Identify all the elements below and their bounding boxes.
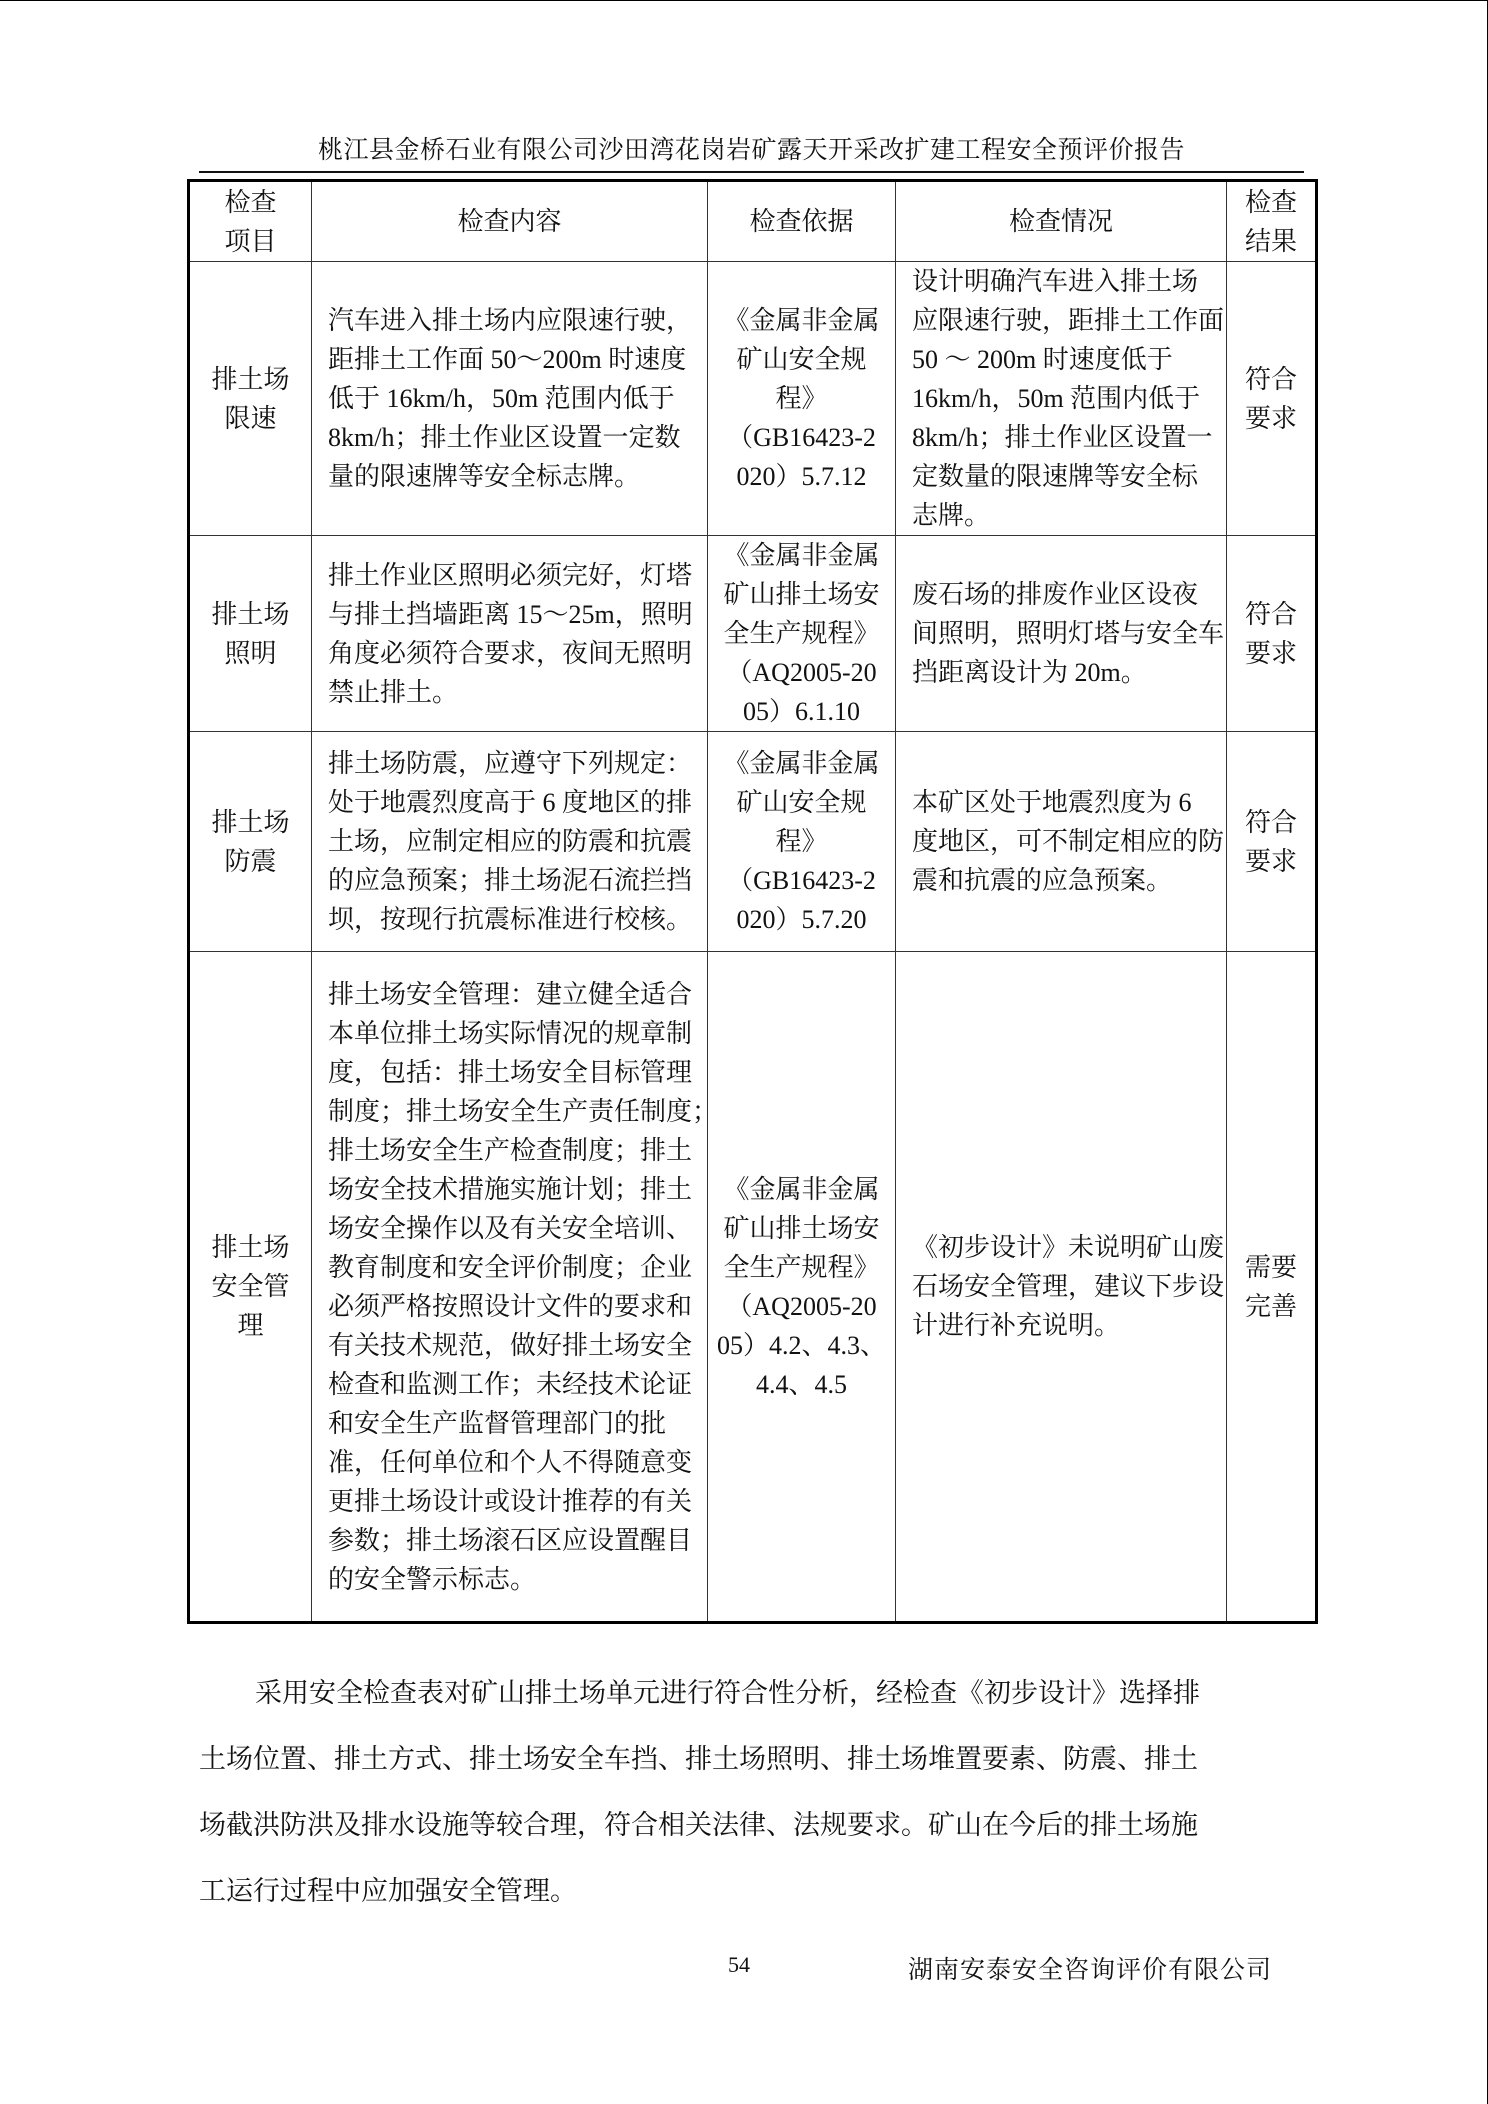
page-edge-top xyxy=(0,0,1488,1)
cell-situation-line: 本矿区处于地震烈度为 6 xyxy=(912,788,1192,817)
cell-content-line: 排土场防震，应遵守下列规定： xyxy=(328,749,693,778)
cell-content-line: 度，包括：排土场安全目标管理 xyxy=(328,1057,693,1087)
cell-situation-line: 50 ～ 200m 时速度低于 xyxy=(912,345,1173,374)
cell-item-line: 安全管 xyxy=(211,1272,290,1301)
table-header-row xyxy=(189,181,1317,262)
cell-basis-line: 矿山排土场安 xyxy=(723,1213,880,1243)
cell-situation xyxy=(896,952,1227,1623)
cell-situation xyxy=(896,262,1227,536)
cell-content-line: 量的限速牌等安全标志牌。 xyxy=(328,462,641,491)
cell-content-line: 准，任何单位和个人不得随意变 xyxy=(328,1447,693,1477)
cell-basis-line: 020）5.7.20 xyxy=(736,905,867,934)
cell-content-line: 坝，按现行抗震标准进行校核。 xyxy=(328,905,693,934)
header-basis: 检查依据 xyxy=(708,181,896,262)
cell-item-line: 排土场 xyxy=(211,1233,290,1262)
header-situation: 检查情况 xyxy=(896,181,1227,262)
cell-content-line: 土场，应制定相应的防震和抗震 xyxy=(328,827,693,856)
cell-situation xyxy=(896,536,1227,732)
cell-content-line: 本单位排土场实际情况的规章制 xyxy=(328,1018,693,1048)
cell-basis-line: （GB16423-2 xyxy=(727,866,876,895)
cell-item-line: 排土场 xyxy=(211,364,290,394)
cell-basis-line: 《金属非金属 xyxy=(723,306,880,335)
cell-content-line: 处于地震烈度高于 6 度地区的排 xyxy=(328,788,693,817)
cell-basis-line: 矿山安全规 xyxy=(736,345,867,374)
cell-content-line: 场安全操作以及有关安全培训、 xyxy=(328,1213,693,1243)
cell-result-line: 符合 xyxy=(1244,807,1297,837)
paragraph-line: 工运行过程中应加强安全管理。 xyxy=(199,1876,577,1906)
cell-content xyxy=(312,732,708,952)
cell-basis-line: 全生产规程》 xyxy=(723,619,880,648)
header-result xyxy=(1227,181,1317,262)
cell-basis-line: 程》 xyxy=(775,827,828,856)
cell-situation xyxy=(896,732,1227,952)
cell-basis-line: 矿山排土场安 xyxy=(723,580,880,609)
cell-content-line: 的安全警示标志。 xyxy=(328,1564,537,1594)
header-item-line: 项目 xyxy=(224,226,277,256)
cell-situation-line: 废石场的排废作业区设夜 xyxy=(912,580,1199,609)
cell-situation-line: 8km/h；排土作业区设置一 xyxy=(912,423,1213,452)
cell-content-line: 必须严格按照设计文件的要求和 xyxy=(328,1291,693,1321)
cell-basis-line: 4.4、4.5 xyxy=(755,1369,847,1399)
cell-content-line: 有关技术规范，做好排土场安全 xyxy=(328,1330,693,1360)
cell-result-line: 符合 xyxy=(1244,364,1297,394)
table-row xyxy=(189,536,1317,732)
cell-basis-line: 矿山安全规 xyxy=(736,788,867,817)
cell-item xyxy=(189,536,312,732)
cell-item xyxy=(189,732,312,952)
cell-content-line: 制度；排土场安全生产责任制度； xyxy=(328,1096,719,1126)
cell-situation-line: 计进行补充说明。 xyxy=(912,1311,1121,1340)
cell-content xyxy=(312,262,708,536)
cell-item-line: 排土场 xyxy=(211,599,290,629)
paragraph-line: 场截洪防洪及排水设施等较合理，符合相关法律、法规要求。矿山在今后的排土场施 xyxy=(199,1810,1198,1840)
cell-item-line: 理 xyxy=(237,1311,264,1340)
cell-item-line: 排土场 xyxy=(211,807,290,837)
cell-result-line: 要求 xyxy=(1244,846,1297,876)
header-rule xyxy=(199,171,1304,173)
header-result-line: 检查 xyxy=(1244,187,1297,217)
cell-situation-line: 度地区，可不制定相应的防 xyxy=(912,827,1225,856)
cell-content-line: 检查和监测工作；未经技术论证 xyxy=(328,1369,693,1399)
cell-result-line: 要求 xyxy=(1244,403,1297,433)
cell-content-line: 教育制度和安全评价制度；企业 xyxy=(328,1252,693,1282)
cell-situation-line: 志牌。 xyxy=(912,501,991,530)
cell-content-line: 排土作业区照明必须完好，灯塔 xyxy=(328,560,693,590)
header-content: 检查内容 xyxy=(312,181,708,262)
cell-situation-line: 设计明确汽车进入排土场 xyxy=(912,267,1199,296)
cell-situation-line: 间照明，照明灯塔与安全车 xyxy=(912,619,1225,648)
cell-content-line: 排土场安全生产检查制度；排土 xyxy=(328,1135,693,1165)
cell-content-line: 禁止排土。 xyxy=(328,677,459,707)
cell-result xyxy=(1227,536,1317,732)
cell-basis-line: 05）6.1.10 xyxy=(742,697,860,726)
safety-checklist-table xyxy=(187,179,1318,1624)
cell-basis-line: 020）5.7.12 xyxy=(736,462,867,491)
cell-content-line: 低于 16km/h，50m 范围内低于 xyxy=(328,384,675,413)
cell-content-line: 的应急预案；排土场泥石流拦挡 xyxy=(328,866,693,895)
cell-situation-line: 挡距离设计为 20m。 xyxy=(912,658,1147,687)
cell-basis-line: 《金属非金属 xyxy=(723,749,880,778)
cell-situation-line: 《初步设计》未说明矿山废 xyxy=(912,1233,1225,1262)
cell-situation-line: 16km/h，50m 范围内低于 xyxy=(912,384,1201,413)
cell-situation-line: 石场安全管理，建议下步设 xyxy=(912,1272,1225,1301)
cell-item-line: 照明 xyxy=(224,638,277,668)
cell-basis-line: 《金属非金属 xyxy=(723,1174,880,1204)
cell-content-line: 和安全生产监督管理部门的批 xyxy=(328,1408,667,1438)
cell-result-line: 完善 xyxy=(1244,1291,1297,1321)
cell-result-line: 符合 xyxy=(1244,599,1297,629)
cell-item xyxy=(189,952,312,1623)
cell-situation-line: 震和抗震的应急预案。 xyxy=(912,866,1173,895)
cell-content-line: 更排土场设计或设计推荐的有关 xyxy=(328,1486,693,1516)
cell-content-line: 8km/h；排土作业区设置一定数 xyxy=(328,423,681,452)
table-row xyxy=(189,262,1317,536)
paragraph-line: 土场位置、排土方式、排土场安全车挡、排土场照明、排土场堆置要素、防震、排土 xyxy=(199,1744,1198,1774)
cell-result xyxy=(1227,262,1317,536)
header-result-line: 结果 xyxy=(1244,226,1297,256)
cell-result xyxy=(1227,952,1317,1623)
header-item-line: 检查 xyxy=(224,187,277,217)
cell-result-line: 需要 xyxy=(1244,1252,1297,1282)
cell-content-line: 参数；排土场滚石区应设置醒目 xyxy=(328,1525,693,1555)
cell-basis-line: 《金属非金属 xyxy=(723,541,880,570)
cell-situation-line: 定数量的限速牌等安全标 xyxy=(912,462,1199,491)
page-number: 54 xyxy=(728,1952,750,1977)
cell-basis-line: （AQ2005-20 xyxy=(726,1291,877,1321)
conclusion-paragraph xyxy=(199,1660,1299,1924)
running-header-title: 桃江县金桥石业有限公司沙田湾花岗岩矿露天开采改扩建工程安全预评价报告 xyxy=(317,137,1185,164)
cell-content-line: 距排土工作面 50～200m 时速度 xyxy=(328,345,687,374)
cell-basis-line: 05）4.2、4.3、 xyxy=(716,1330,886,1360)
header-item xyxy=(189,181,312,262)
cell-content xyxy=(312,952,719,1623)
cell-basis-line: （GB16423-2 xyxy=(727,423,876,452)
table-row xyxy=(189,732,1317,952)
cell-situation-line: 应限速行驶，距排土工作面 xyxy=(912,306,1225,335)
cell-basis xyxy=(708,732,896,952)
table-row xyxy=(189,952,1317,1623)
cell-basis xyxy=(708,262,896,536)
cell-content-line: 与排土挡墙距离 15～25m，照明 xyxy=(328,599,693,629)
cell-content-line: 角度必须符合要求，夜间无照明 xyxy=(328,638,693,668)
cell-item xyxy=(189,262,312,536)
cell-content-line: 场安全技术措施实施计划；排土 xyxy=(328,1174,693,1204)
cell-result xyxy=(1227,732,1317,952)
cell-basis xyxy=(708,536,896,732)
cell-item-line: 防震 xyxy=(224,846,277,876)
cell-result-line: 要求 xyxy=(1244,638,1297,668)
cell-basis-line: （AQ2005-20 xyxy=(726,658,877,687)
cell-content-line: 排土场安全管理：建立健全适合 xyxy=(328,979,693,1009)
paragraph-line: 采用安全检查表对矿山排土场单元进行符合性分析，经检查《初步设计》选择排 xyxy=(255,1678,1200,1708)
cell-item-line: 限速 xyxy=(224,403,277,433)
footer-company: 湖南安泰安全咨询评价有限公司 xyxy=(908,1957,1273,1984)
cell-content xyxy=(312,536,708,732)
cell-basis-line: 程》 xyxy=(775,384,828,413)
cell-basis-line: 全生产规程》 xyxy=(723,1252,880,1282)
cell-basis xyxy=(708,952,896,1623)
cell-content-line: 汽车进入排土场内应限速行驶， xyxy=(328,306,693,335)
